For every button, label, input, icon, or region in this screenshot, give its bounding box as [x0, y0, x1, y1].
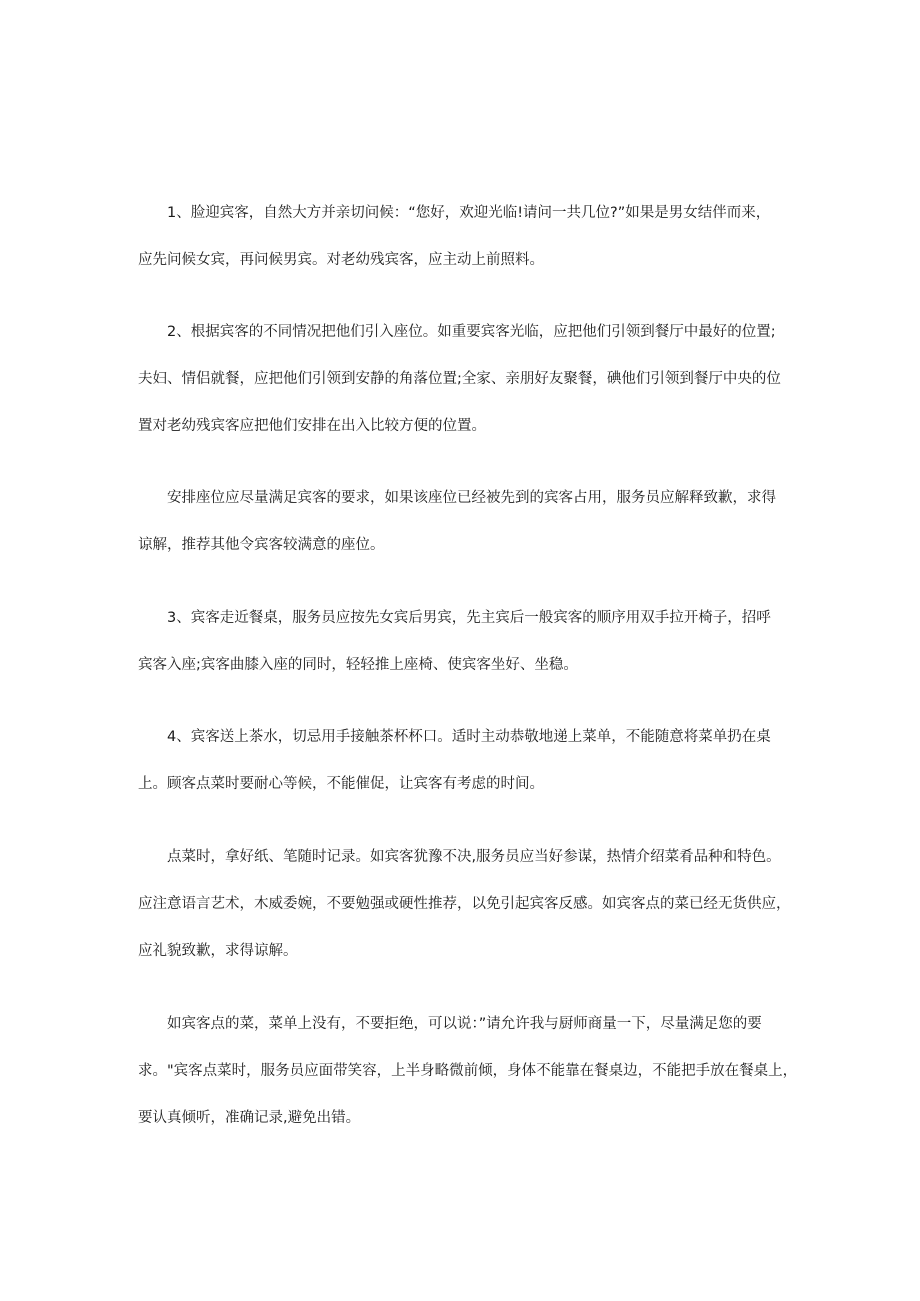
text-line: 宾客入座;宾客曲膝入座的同时，轻轻推上座椅、使宾客坐好、坐稳。 — [138, 657, 578, 673]
paragraph-tea-menu — [138, 730, 798, 791]
text-line: 如宾客点的菜，菜单上没有，不要拒绝，可以说：”请允许我与厨师商量一下，尽量满足您的要 — [167, 1016, 762, 1032]
paragraph-ordering — [138, 850, 798, 958]
text-line: 应礼貌致歉，求得谅解。 — [138, 943, 298, 959]
text-line: 1、脸迎宾客，自然大方并亲切问候：“您好，欢迎光临!请问一共几位?”如果是男女结伴而来， — [167, 205, 771, 221]
paragraph-chair — [138, 611, 798, 672]
paragraph-seat-preference — [138, 491, 798, 552]
text-line: 3、宾客走近餐桌，服务员应按先女宾后男宾，先主宾后一般宾客的顺序用双手拉开椅子，招呼 — [167, 610, 771, 626]
text-line: 应注意语言艺术，木威委婉，不要勉强或硬性推荐，以免引起宾客反感。如宾客点的菜已经无货供应， — [138, 896, 791, 912]
text-line: 2、根据宾客的不同情况把他们引入座位。如重要宾客光临，应把他们引领到餐厅中最好的位置; — [167, 324, 776, 340]
paragraph-greeting — [138, 206, 798, 267]
paragraph-special-request — [138, 1017, 798, 1125]
text-line: 夫妇、情侣就餐，应把他们引领到安静的角落位置;全家、亲朋好友聚餐，碘他们引领到餐厅中央的位 — [138, 371, 781, 387]
text-line: 应先问候女宾，再问候男宾。对老幼残宾客，应主动上前照料。 — [138, 252, 544, 268]
text-line: 谅解，推荐其他令宾客较满意的座位。 — [138, 537, 385, 553]
text-line: 求。"宾客点菜时，服务员应面带笑容，上半身略微前倾，身体不能靠在餐桌边，不能把手放在餐桌上， — [138, 1063, 798, 1079]
text-line: 上。顾客点菜时要耐心等候，不能催促，让宾客有考虑的时间。 — [138, 776, 544, 792]
paragraph-seating — [138, 325, 798, 433]
text-line: 点菜时，拿好纸、笔随时记录。如宾客犹豫不决,服务员应当好参谋，热情介绍菜肴品种和特色。 — [167, 849, 781, 865]
text-line: 安排座位应尽量满足宾客的要求，如果该座位已经被先到的宾客占用，服务员应解释致歉，求得 — [167, 490, 776, 506]
text-line: 要认真倾听，准确记录,避免出错。 — [138, 1110, 361, 1126]
text-line: 4、宾客送上茶水，切忌用手接触茶杯杯口。适时主动恭敬地递上菜单，不能随意将菜单扔在桌 — [167, 729, 771, 745]
text-line: 置对老幼残宾客应把他们安排在出入比较方便的位置。 — [138, 418, 486, 434]
